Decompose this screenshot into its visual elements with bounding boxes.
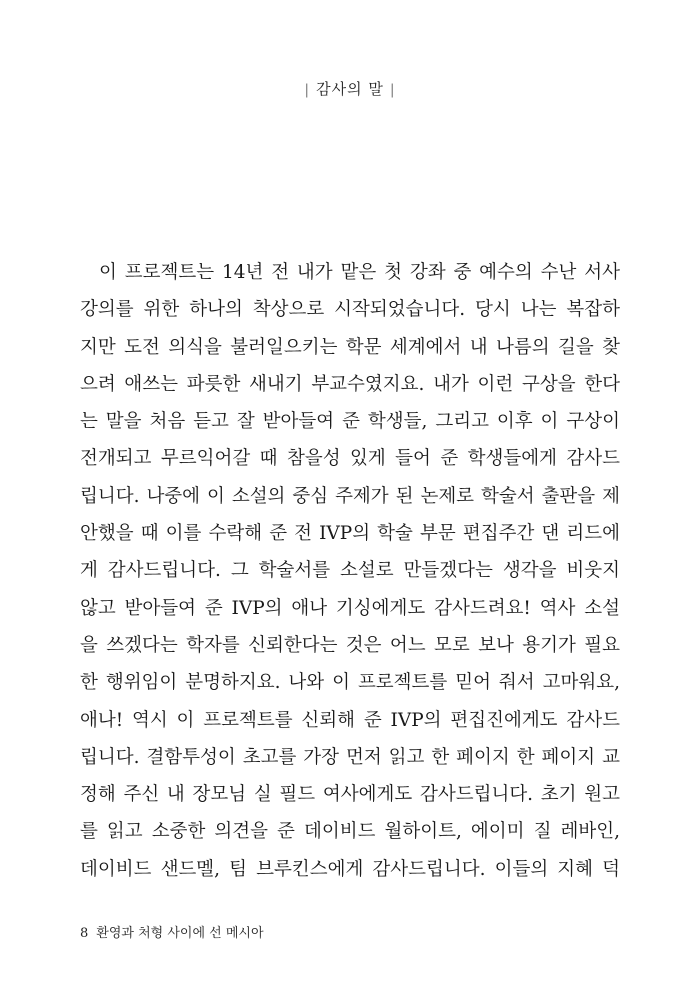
section-title — [0, 78, 700, 99]
text-line: 으려 애쓰는 파릇한 새내기 부교수였지요. 내가 이런 구상을 한다 — [80, 373, 620, 395]
page-number: 8 — [80, 926, 89, 941]
text-line: 를 읽고 소중한 의견을 준 데이비드 월하이트, 에이미 질 레바인, — [80, 821, 620, 843]
text-line: 애나! 역시 이 프로젝트를 신뢰해 준 IVP의 편집진에게도 감사드 — [80, 709, 620, 731]
text-line: 안했을 때 이를 수락해 준 전 IVP의 학술 부문 편집주간 댄 리드에 — [80, 523, 620, 545]
text-line: 립니다. 나중에 이 소설의 중심 주제가 된 논제로 학술서 출판을 제 — [80, 485, 620, 507]
title-left-bar: | — [304, 82, 311, 98]
text-line: 지만 도전 의식을 불러일으키는 학문 세계에서 내 나름의 길을 찾 — [80, 336, 620, 358]
text-line: 데이비드 샌드멜, 팀 브루킨스에게 감사드립니다. 이들의 지혜 덕 — [80, 858, 620, 880]
text-line: 않고 받아들여 준 IVP의 애나 기싱에게도 감사드려요! 역사 소설 — [80, 597, 620, 619]
text-line: 정해 주신 내 장모님 실 필드 여사에게도 감사드립니다. 초기 원고 — [80, 784, 620, 806]
body-paragraph — [80, 254, 620, 888]
page-footer — [80, 922, 264, 941]
title-right-bar: | — [389, 82, 396, 98]
text-line: 강의를 위한 하나의 착상으로 시작되었습니다. 당시 나는 복잡하 — [80, 299, 620, 321]
running-book-title: 환영과 처형 사이에 선 메시아 — [96, 926, 264, 941]
section-title-text: 감사의 말 — [316, 80, 384, 98]
text-line: 전개되고 무르익어갈 때 참을성 있게 들어 준 학생들에게 감사드 — [80, 448, 620, 470]
text-line: 이 프로젝트는 14년 전 내가 맡은 첫 강좌 중 예수의 수난 서사 — [99, 262, 620, 283]
text-line: 을 쓰겠다는 학자를 신뢰한다는 것은 어느 모로 보나 용기가 필요 — [80, 634, 620, 656]
text-line: 게 감사드립니다. 그 학술서를 소설로 만들겠다는 생각을 비웃지 — [80, 560, 620, 582]
text-line: 립니다. 결함투성이 초고를 가장 먼저 읽고 한 페이지 한 페이지 교 — [80, 746, 620, 768]
text-line: 한 행위임이 분명하지요. 나와 이 프로젝트를 믿어 줘서 고마워요, — [80, 672, 620, 694]
text-line: 는 말을 처음 듣고 잘 받아들여 준 학생들, 그리고 이후 이 구상이 — [80, 411, 620, 433]
